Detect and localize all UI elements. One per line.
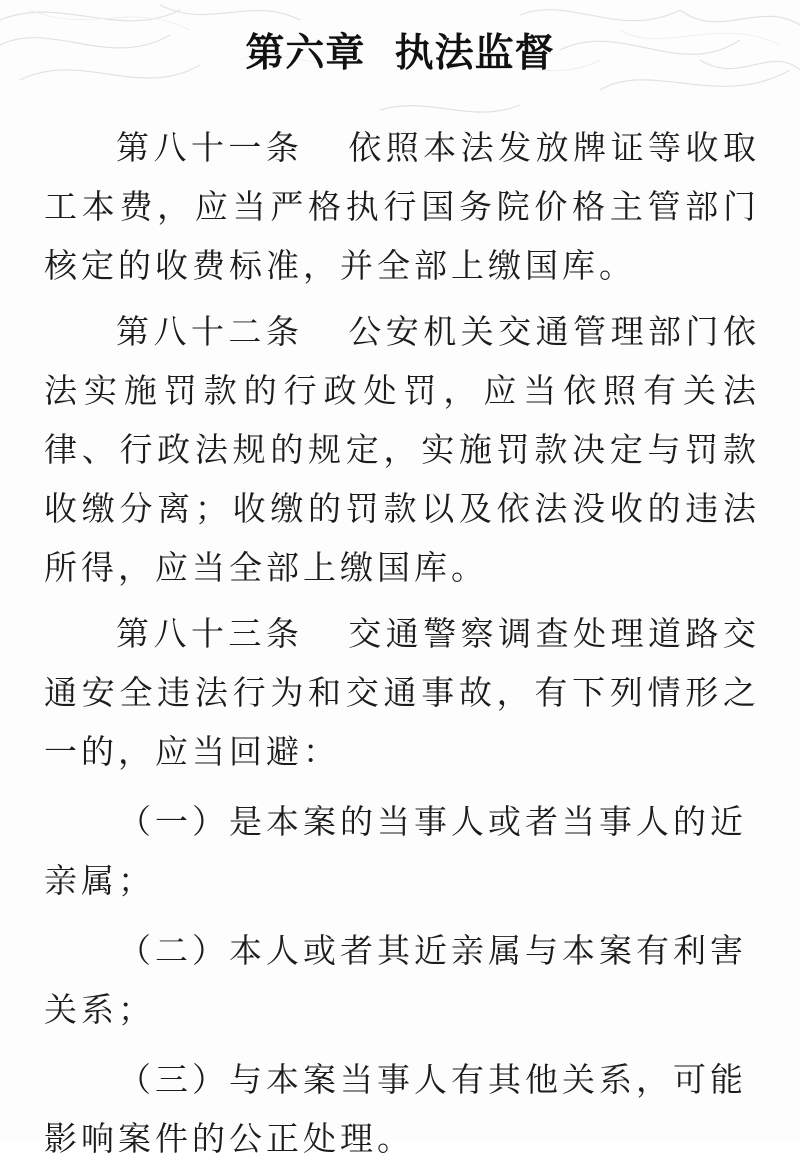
document-body [44, 118, 760, 1168]
article-number: 第八十二条 [116, 312, 304, 351]
article-text: 依照本法发放牌证等收取工本费，应当严格执行国务院价格主管部门核定的收费标准，并全部上缴国库。 [44, 128, 760, 285]
list-item [44, 921, 760, 1039]
list-item [44, 792, 760, 910]
article-spacer [303, 614, 348, 653]
article-spacer [303, 312, 348, 351]
article-82 [44, 302, 760, 597]
list-item [44, 1050, 760, 1168]
article-83 [44, 604, 760, 781]
article-text: 交通警察调查处理道路交通安全违法行为和交通事故，有下列情形之一的，应当回避： [44, 614, 760, 771]
item-marker: （三） [118, 1060, 229, 1099]
item-marker: （二） [118, 931, 229, 970]
item-marker: （一） [118, 802, 229, 841]
article-number: 第八十三条 [116, 614, 304, 653]
article-text: 公安机关交通管理部门依法实施罚款的行政处罚，应当依照有关法律、行政法规的规定，实施罚款决定与罚款收缴分离；收缴的罚款以及依法没收的违法所得，应当全部上缴国库。 [44, 312, 760, 587]
item-text: 是本案的当事人或者当事人的近亲属； [44, 802, 747, 900]
article-81 [44, 118, 760, 295]
chapter-title: 第六章 执法监督 [245, 31, 555, 76]
item-text: 本人或者其近亲属与本案有利害关系； [44, 931, 747, 1029]
item-text: 与本案当事人有其他关系，可能影响案件的公正处理。 [44, 1060, 747, 1158]
article-spacer [303, 128, 348, 167]
article-number: 第八十一条 [116, 128, 304, 167]
